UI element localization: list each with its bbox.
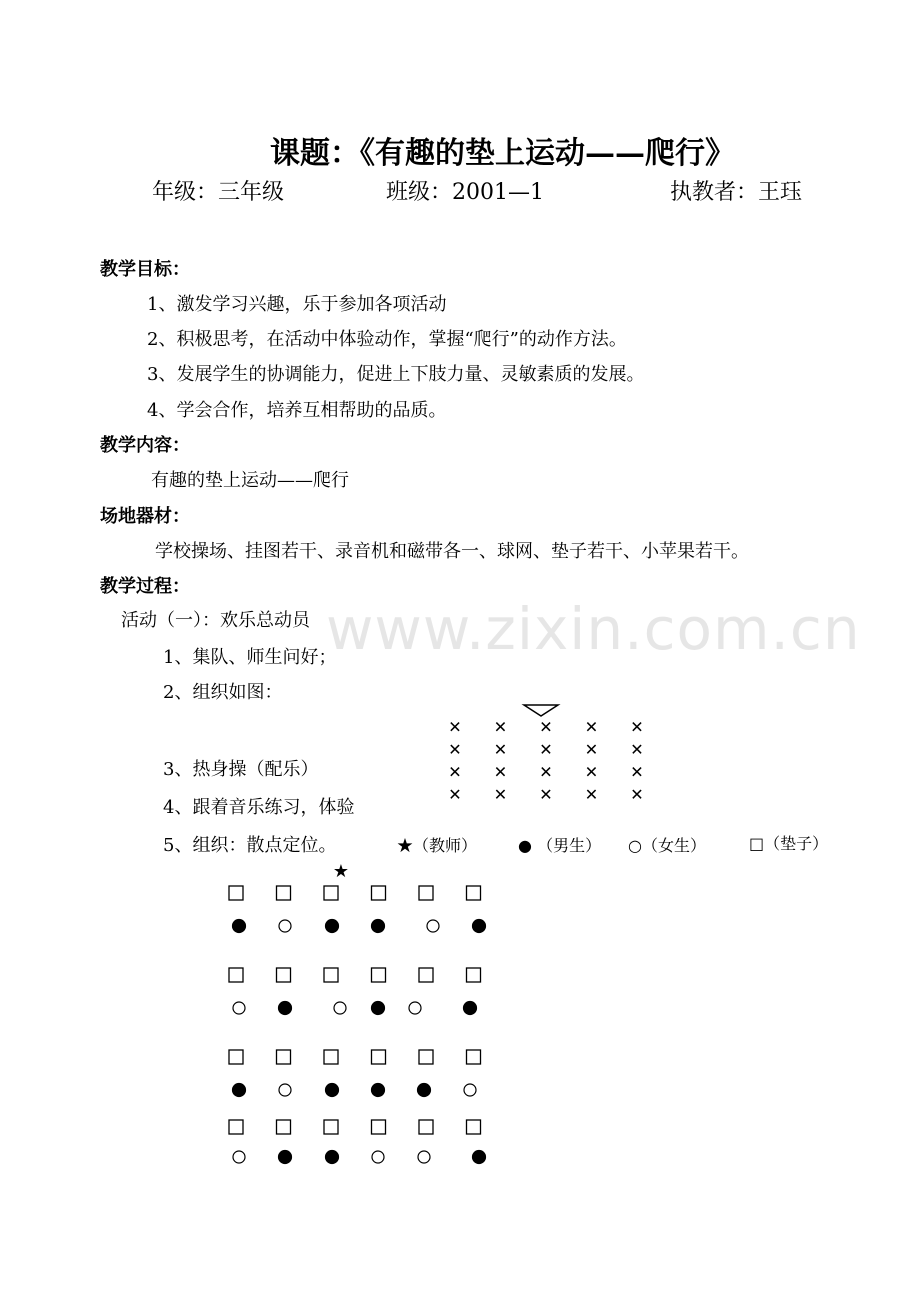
mat-square	[277, 1120, 291, 1134]
step-item: 3、热身操（配乐）	[163, 759, 319, 780]
girl-dot	[418, 1151, 430, 1163]
mat-square	[467, 968, 481, 982]
teacher-star-icon: ★	[332, 861, 350, 882]
open-circle-icon: ○	[628, 836, 642, 855]
boy-dot	[372, 920, 385, 933]
goal-item: 2、积极思考，在活动中体验动作，掌握“爬行”的动作方法。	[147, 329, 627, 350]
mat-square	[372, 886, 386, 900]
boy-dot	[279, 1151, 292, 1164]
mat-square	[277, 968, 291, 982]
student-mark: ✕	[448, 740, 462, 759]
student-mark: ✕	[539, 740, 553, 759]
legend-boy-label: （男生）	[537, 836, 602, 855]
girl-dot	[464, 1084, 476, 1096]
mat-square	[229, 886, 243, 900]
girl-dot	[233, 1151, 245, 1163]
boy-dot	[418, 1084, 431, 1097]
content-heading: 教学内容：	[100, 435, 190, 456]
step-item: 1、集队、师生问好；	[163, 647, 337, 668]
girl-dot	[279, 920, 291, 932]
mat-square	[419, 1120, 433, 1134]
watermark: www.zixin.com.cn	[326, 595, 861, 663]
student-mark: ✕	[448, 762, 462, 782]
student-mark: ✕	[539, 762, 553, 782]
step-item: 5、组织：散点定位。	[163, 835, 337, 856]
student-mark: ✕	[493, 740, 508, 759]
mat-square	[419, 886, 433, 900]
page-title: 课题：《有趣的垫上运动——爬行》	[270, 136, 735, 171]
student-mark: ✕	[448, 785, 462, 804]
equipment-text: 学校操场、挂图若干、录音机和磁带各一、球网、垫子若干、小苹果若干。	[155, 541, 749, 562]
student-mark: ✕	[584, 785, 599, 804]
boy-dot	[372, 1084, 385, 1097]
step-item: 4、跟着音乐练习，体验	[163, 797, 355, 818]
mat-square	[372, 968, 386, 982]
filled-circle-icon: ●	[518, 836, 532, 855]
mat-square	[419, 968, 433, 982]
mat-square	[324, 886, 338, 900]
boy-dot	[372, 1002, 385, 1015]
student-mark: ✕	[539, 785, 553, 804]
boy-dot	[464, 1002, 477, 1015]
student-mark: ✕	[630, 740, 644, 759]
teacher-triangle-icon	[524, 705, 558, 716]
goal-item: 1、激发学习兴趣，乐于参加各项活动	[147, 294, 447, 315]
teacher-label: 执教者：王珏	[670, 180, 803, 205]
boy-dot	[473, 920, 486, 933]
mat-square	[372, 1050, 386, 1064]
student-mark: ✕	[493, 717, 508, 737]
girl-dot	[427, 920, 439, 932]
mat-square	[324, 1050, 338, 1064]
boy-dot	[279, 1002, 292, 1015]
boy-dot	[233, 1084, 246, 1097]
goals-heading: 教学目标：	[100, 259, 190, 280]
boy-dot	[326, 920, 339, 933]
boy-dot	[326, 1084, 339, 1097]
girl-dot	[409, 1002, 421, 1014]
process-heading: 教学过程：	[100, 576, 190, 597]
girl-dot	[372, 1151, 384, 1163]
mat-square	[467, 1050, 481, 1064]
student-mark: ✕	[584, 740, 599, 759]
student-mark: ✕	[630, 717, 644, 737]
boy-dot	[473, 1151, 486, 1164]
student-mark: ✕	[448, 717, 462, 737]
girl-dot	[279, 1084, 291, 1096]
legend-teacher-label: （教师）	[413, 836, 478, 855]
mat-square	[229, 1120, 243, 1134]
mat-square	[277, 1050, 291, 1064]
student-mark: ✕	[584, 717, 599, 737]
star-icon: ★	[397, 836, 414, 855]
square-icon: □	[749, 834, 765, 853]
girl-dot	[233, 1002, 245, 1014]
student-mark: ✕	[630, 785, 644, 804]
mat-square	[229, 968, 243, 982]
class-label: 班级：2001—1	[386, 180, 544, 205]
mat-square	[419, 1050, 433, 1064]
mat-square	[372, 1120, 386, 1134]
student-mark: ✕	[493, 785, 508, 804]
student-mark: ✕	[584, 762, 599, 782]
mat-square	[324, 1120, 338, 1134]
student-mark: ✕	[493, 762, 508, 782]
goal-item: 3、发展学生的协调能力，促进上下肢力量、灵敏素质的发展。	[147, 364, 645, 385]
grade-label: 年级：三年级	[152, 180, 285, 205]
student-mark: ✕	[539, 717, 553, 737]
mat-square	[277, 886, 291, 900]
boy-dot	[233, 920, 246, 933]
step-item: 2、组织如图：	[163, 682, 283, 703]
legend-girl-label: （女生）	[641, 836, 706, 855]
mat-square	[467, 886, 481, 900]
equipment-heading: 场地器材：	[100, 506, 190, 527]
student-mark: ✕	[630, 762, 644, 782]
mat-square	[467, 1120, 481, 1134]
boy-dot	[326, 1151, 339, 1164]
mat-square	[324, 968, 338, 982]
content-text: 有趣的垫上运动——爬行	[151, 470, 349, 491]
girl-dot	[334, 1002, 346, 1014]
goal-item: 4、学会合作，培养互相帮助的品质。	[147, 400, 447, 421]
legend-mat-label: （垫子）	[764, 834, 829, 853]
mat-square	[229, 1050, 243, 1064]
activity-title: 活动（一）：欢乐总动员	[121, 610, 310, 631]
